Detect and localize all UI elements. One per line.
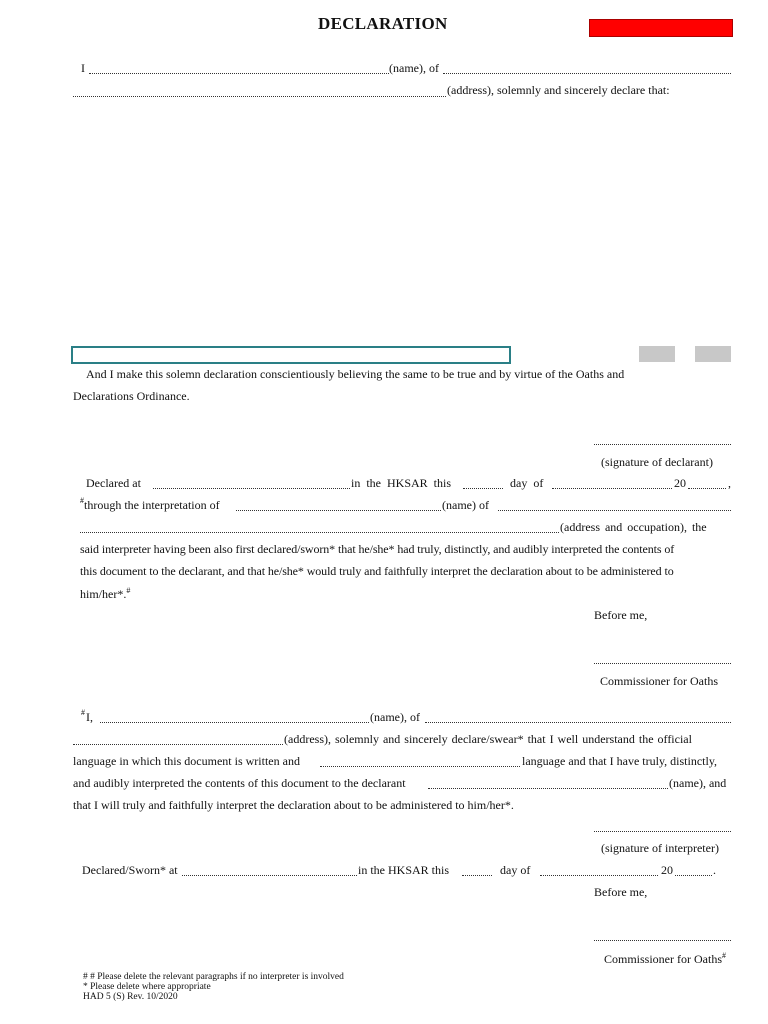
declarant-signature-field[interactable]: [594, 444, 731, 445]
add-paragraph-button[interactable]: [639, 346, 675, 362]
interpreter-hash-mark: #: [81, 708, 85, 717]
interpreter-para-line-2: this document to the declarant, and that he/she* would truly and faithfully interpret the declaration about to be administered to: [80, 564, 674, 578]
interpreter-address-field-1[interactable]: [498, 510, 731, 511]
sworn-in-hksar-label: in the HKSAR this: [358, 863, 450, 877]
year-prefix: 20: [674, 476, 686, 490]
declarant-signature-label: (signature of declarant): [601, 455, 713, 469]
solemn-line-1: And I make this solemn declaration conscientiously believing the same to be true and by virtue of the Oaths and: [86, 367, 625, 381]
declarant-address-field-1[interactable]: [443, 73, 731, 74]
interpreter-para-line-3: him/her*.#: [80, 586, 131, 601]
declared-at-label: Declared at: [86, 476, 141, 490]
commissioner-label-1: Commissioner for Oaths: [600, 674, 718, 688]
commissioner-signature-field-1[interactable]: [594, 663, 731, 664]
declared-year-field[interactable]: [688, 488, 726, 489]
interpreter-i-label: I,: [86, 710, 93, 724]
day-of-label: day of: [510, 476, 544, 490]
interpreter-signature-label: (signature of interpreter): [601, 841, 719, 855]
declarant-address-field-2[interactable]: [73, 96, 446, 97]
commissioner-signature-field-2[interactable]: [594, 940, 731, 941]
interpreter-self-name-label: (name), of: [370, 710, 420, 724]
commissioner-label-2: Commissioner for Oaths#: [604, 951, 726, 966]
footnote-2: * Please delete where appropriate: [83, 982, 211, 992]
sworn-year-prefix: 20: [661, 863, 673, 877]
interpreter-self-address-field-2[interactable]: [73, 744, 283, 745]
sworn-place-field[interactable]: [182, 875, 357, 876]
interpretation-hash-mark: #: [80, 496, 84, 505]
interpreter-para-line-1: said interpreter having been also first declared/sworn* that he/she* had truly, distinctly, and audibly interpreted the contents of: [80, 542, 675, 556]
interpreter-signature-field[interactable]: [594, 831, 731, 832]
declared-comma: ,: [728, 476, 731, 490]
required-flag-box[interactable]: [589, 19, 733, 37]
sworn-month-field[interactable]: [540, 875, 658, 876]
interpreter-self-name-field[interactable]: [100, 722, 369, 723]
interpreter-name-field[interactable]: [236, 510, 441, 511]
remove-paragraph-button[interactable]: [695, 346, 731, 362]
before-me-label-2: Before me,: [594, 885, 648, 899]
form-code: HAD 5 (S) Rev. 10/2020: [83, 992, 178, 1002]
sworn-day-field[interactable]: [462, 875, 492, 876]
declarant-left-label: and audibly interpreted the contents of this document to the declarant: [73, 776, 406, 790]
page-title: DECLARATION: [318, 14, 448, 33]
in-hksar-this-label: in the HKSAR this: [351, 476, 452, 490]
interpreter-name-of-label: (name) of: [442, 498, 489, 512]
sworn-year-field[interactable]: [675, 875, 712, 876]
sworn-period: .: [713, 863, 716, 877]
declared-day-field[interactable]: [463, 488, 503, 489]
interpreter-address-field-2[interactable]: [80, 532, 559, 533]
intro-name-label: (name), of: [389, 61, 439, 75]
interpreter-self-address-field-1[interactable]: [425, 722, 731, 723]
declaration-content-field[interactable]: [71, 346, 511, 364]
declared-month-field[interactable]: [552, 488, 672, 489]
language-left-label: language in which this document is written and: [73, 754, 300, 768]
declared-sworn-at-label: Declared/Sworn* at: [82, 863, 178, 877]
sworn-day-of-label: day of: [500, 863, 531, 877]
intro-address-label: (address), solemnly and sincerely declare that:: [447, 83, 670, 97]
declared-at-place-field[interactable]: [153, 488, 350, 489]
before-me-label-1: Before me,: [594, 608, 648, 622]
intro-i: I: [81, 61, 85, 75]
address-occupation-label: (address and occupation), the: [560, 520, 707, 534]
footnote-1: # # Please delete the relevant paragraphs if no interpreter is involved: [83, 972, 344, 982]
language-right-label: language and that I have truly, distinctly,: [522, 754, 718, 768]
interpreter-final-line: that I will truly and faithfully interpret the declaration about to be administered to him/her*.: [73, 798, 514, 812]
interpreter-address-line: (address), solemnly and sincerely declare/swear* that I well understand the official: [284, 732, 692, 746]
solemn-line-2: Declarations Ordinance.: [73, 389, 190, 403]
through-interpretation-label: through the interpretation of: [84, 498, 220, 512]
declarant-name-field-2[interactable]: [428, 788, 668, 789]
declarant-name-field[interactable]: [89, 73, 389, 74]
declarant-right-label: (name), and: [669, 776, 727, 790]
language-field[interactable]: [320, 766, 520, 767]
